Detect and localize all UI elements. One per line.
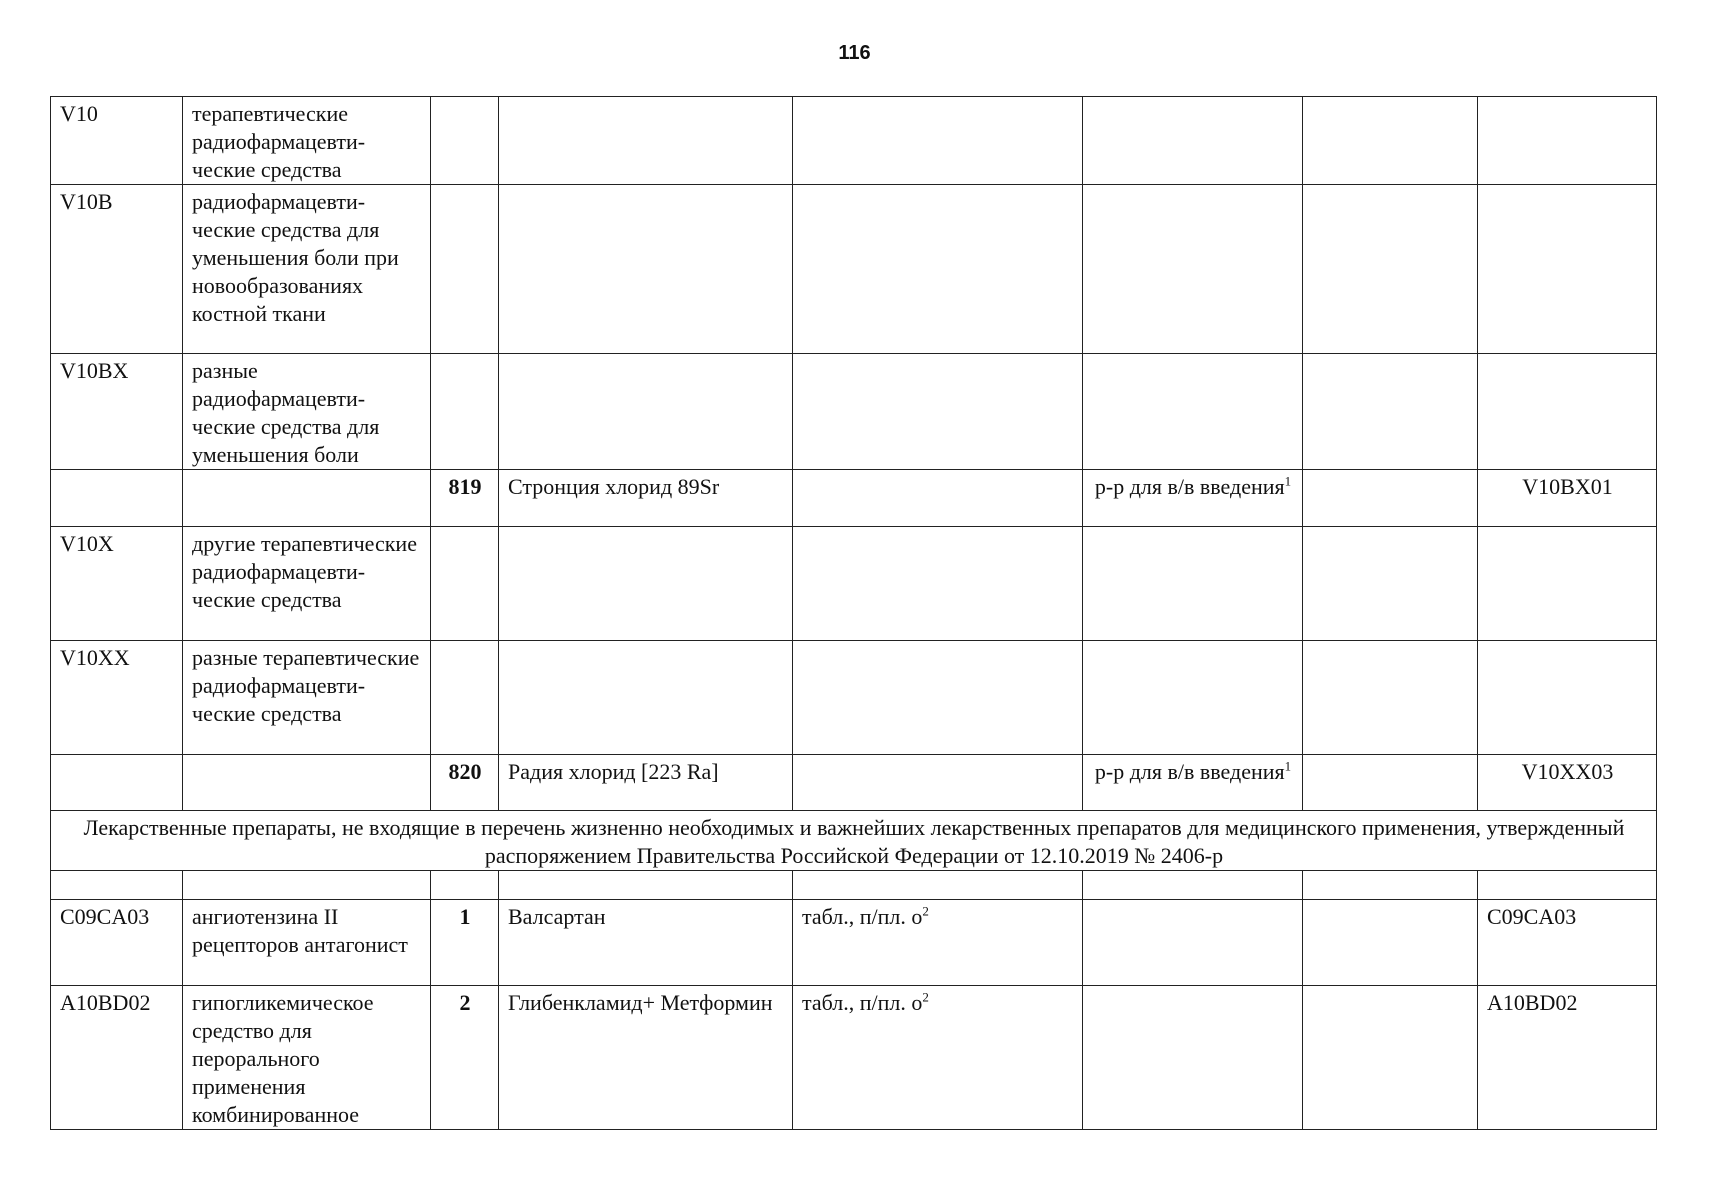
table-row	[51, 755, 1657, 811]
atc-code: C09CA03	[1478, 900, 1657, 986]
footnote-mark: 2	[922, 903, 929, 919]
atc-group-title: радиофармацевти-ческие средства для уменьшения боли при новообразованиях костной ткани	[183, 185, 431, 354]
dosage-form-text: р-р для в/в введения	[1094, 474, 1285, 499]
item-number: 1	[431, 900, 499, 986]
atc-group-code: V10X	[51, 527, 183, 641]
dosage-form-text: табл., п/пл. о	[802, 904, 923, 929]
drug-list-table	[50, 96, 1657, 1130]
atc-group-title: ангиотензина II рецепторов антагонист	[183, 900, 431, 986]
atc-group-code: V10B	[51, 185, 183, 354]
atc-group-code: V10XX	[51, 641, 183, 755]
atc-group-title: другие терапевтические радиофармацевти-ческие средства	[183, 527, 431, 641]
dosage-form-text: р-р для в/в введения	[1094, 759, 1285, 784]
drug-name: Радия хлорид [223 Ra]	[499, 755, 793, 811]
table-row	[51, 185, 1657, 354]
atc-group-code: V10	[51, 97, 183, 185]
table-row	[51, 354, 1657, 470]
table-row	[51, 527, 1657, 641]
table-row	[51, 97, 1657, 185]
item-number: 2	[431, 986, 499, 1130]
section-notice: Лекарственные препараты, не входящие в перечень жизненно необходимых и важнейших лекарственных препаратов для медицинского применения, утвержденный распоряжением Правительства Российской Федерации от 12.10.2019 № 2406-р	[51, 811, 1657, 871]
atc-group-title: гипогликемическое средство для перорального применения комбинированное	[183, 986, 431, 1130]
drug-name: Глибенкламид+ Метформин	[499, 986, 793, 1130]
atc-group-title: терапевтические радиофармацевти-ческие средства	[183, 97, 431, 185]
table-row	[51, 986, 1657, 1130]
drug-name: Валсартан	[499, 900, 793, 986]
dosage-form-text: табл., п/пл. о	[802, 990, 923, 1015]
dosage-form	[793, 986, 1083, 1130]
atc-group-code: A10BD02	[51, 986, 183, 1130]
footnote-mark: 1	[1284, 758, 1292, 774]
atc-group-title: разные терапевтические радиофармацевти-ческие средства	[183, 641, 431, 755]
footnote-mark: 2	[922, 989, 929, 1005]
drug-name: Стронция хлорид 89Sr	[499, 470, 793, 527]
atc-code: A10BD02	[1478, 986, 1657, 1130]
table-row	[51, 871, 1657, 900]
page-number: 116	[838, 42, 871, 64]
item-number: 819	[431, 470, 499, 527]
item-number: 820	[431, 755, 499, 811]
table-row	[51, 641, 1657, 755]
footnote-mark: 1	[1284, 473, 1292, 489]
dosage-form	[1083, 470, 1303, 527]
dosage-form	[1083, 755, 1303, 811]
atc-code: V10BX01	[1478, 470, 1657, 527]
table-row	[51, 811, 1657, 871]
atc-group-title: разные радиофармацевти-ческие средства для уменьшения боли	[183, 354, 431, 470]
dosage-form	[793, 900, 1083, 986]
table-row	[51, 900, 1657, 986]
atc-group-code: C09CA03	[51, 900, 183, 986]
atc-group-code: V10BX	[51, 354, 183, 470]
table-row	[51, 470, 1657, 527]
atc-code: V10XX03	[1478, 755, 1657, 811]
